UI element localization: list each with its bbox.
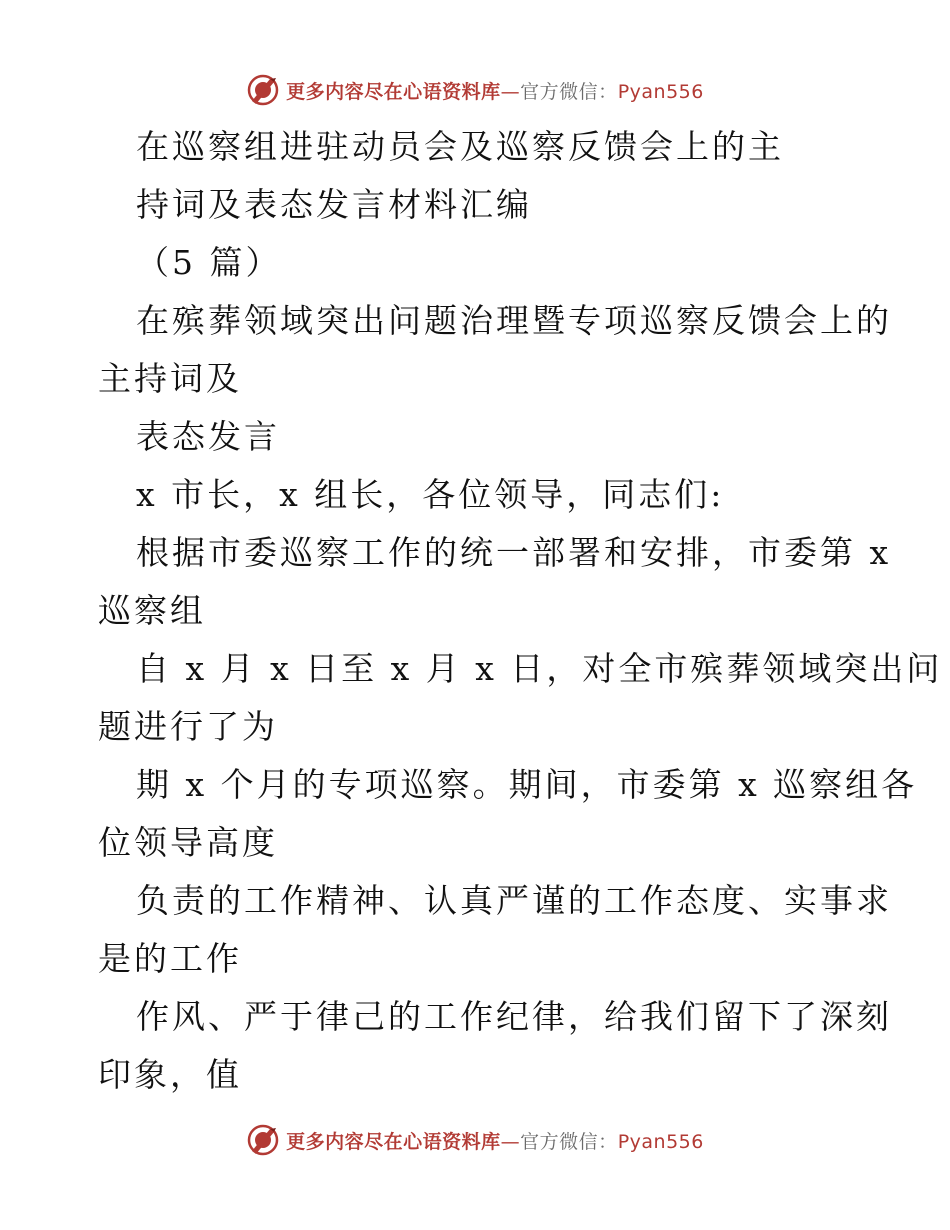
banner-brand: 更多内容尽在心语资料库 xyxy=(286,1130,501,1153)
banner-wechat-id: Pyan556 xyxy=(617,80,704,103)
document-line: 负责的工作精神、认真严谨的工作态度、实事求 xyxy=(136,881,892,920)
banner-wechat-label: 官方微信： xyxy=(520,80,618,103)
document-line: 题进行了为 xyxy=(98,707,278,746)
banner-brand: 更多内容尽在心语资料库 xyxy=(286,80,501,103)
banner-dash: — xyxy=(500,1130,521,1153)
banner-wechat-label: 官方微信： xyxy=(520,1130,618,1153)
banner-dash: — xyxy=(500,80,521,103)
banner-wechat-id: Pyan556 xyxy=(617,1130,704,1153)
document-line: 根据市委巡察工作的统一部署和安排，市委第 x xyxy=(136,533,892,572)
document-line: 表态发言 xyxy=(136,417,280,456)
document-line: x 市长，x 组长，各位领导，同志们: xyxy=(136,475,725,514)
document-line: 在殡葬领域突出问题治理暨专项巡察反馈会上的 xyxy=(136,301,892,340)
document-line: 是的工作 xyxy=(98,939,242,978)
footer-watermark-banner xyxy=(0,1120,950,1160)
header-watermark-banner xyxy=(0,70,950,110)
document-line: 自 x 月 x 日至 x 月 x 日，对全市殡葬领域突出问 xyxy=(136,649,943,688)
document-line: （5 篇） xyxy=(136,243,282,282)
document-line: 印象，值 xyxy=(98,1055,242,1094)
document-line: 持词及表态发言材料汇编 xyxy=(136,185,532,224)
document-line: 主持词及 xyxy=(98,359,242,398)
document-body xyxy=(98,118,943,1104)
document-line: 期 x 个月的专项巡察。期间，市委第 x 巡察组各 xyxy=(136,765,918,804)
document-line: 在巡察组进驻动员会及巡察反馈会上的主 xyxy=(136,127,784,166)
document-line: 作风、严于律己的工作纪律，给我们留下了深刻 xyxy=(136,997,892,1036)
red-pen-logo-icon xyxy=(246,73,280,107)
document-line: 位领导高度 xyxy=(98,823,278,862)
red-pen-logo-icon xyxy=(246,1123,280,1157)
document-line: 巡察组 xyxy=(98,591,206,630)
